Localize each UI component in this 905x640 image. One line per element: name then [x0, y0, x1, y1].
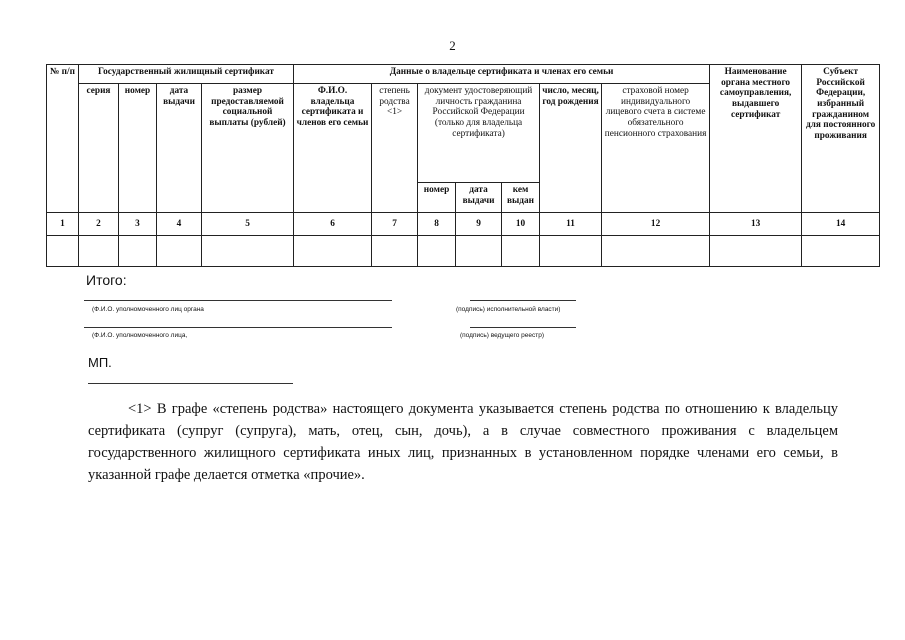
header-series: серия: [79, 84, 119, 213]
signature-line: [470, 327, 576, 328]
table-cell: [602, 236, 710, 267]
table-cell: [502, 236, 540, 267]
header-subject-rf: Субъект Российской Федерации, избранный гражданином для постоянного проживания: [802, 65, 880, 213]
column-number: 2: [79, 213, 119, 236]
column-number: 14: [802, 213, 880, 236]
column-number: 6: [294, 213, 372, 236]
signature-caption-sign: (подпись) исполнительной власти): [456, 306, 561, 313]
header-row-number: № п/п: [47, 65, 79, 213]
signature-line: [84, 300, 392, 301]
table-cell: [47, 236, 79, 267]
column-number: 1: [47, 213, 79, 236]
header-full-name: Ф.И.О. владельца сертификата и членов его семьи: [294, 84, 372, 213]
footnote-paragraph: [88, 398, 838, 486]
table-cell: [79, 236, 119, 267]
header-document-date: дата выдачи: [456, 183, 502, 213]
header-kinship: степень родства <1>: [372, 84, 418, 213]
certificate-register-table: [46, 64, 880, 267]
column-number: 9: [456, 213, 502, 236]
column-number: 4: [157, 213, 202, 236]
header-issuing-organ: Наименование органа местного самоуправления, выдавшего сертификат: [710, 65, 802, 213]
signature-line: [470, 300, 576, 301]
footnote-text: <1> В графе «степень родства» настоящего документа указывается степень родства по отношению к владельцу сертификата (супруг (супруга), мать, отец, сын, дочь), а в случае совместного проживания с владельцем государственного жилищного сертификата иных лиц, признанных в установленном порядке членами его семьи, в указанной графе делается отметка «прочие».: [88, 401, 838, 483]
table-cell: [372, 236, 418, 267]
table-cell: [418, 236, 456, 267]
header-certificate: Государственный жилищный сертификат: [79, 65, 294, 84]
table-cell: [540, 236, 602, 267]
header-owner-data: Данные о владельце сертификата и членах его семьи: [294, 65, 710, 84]
table-cell: [294, 236, 372, 267]
column-number: 10: [502, 213, 540, 236]
table-cell: [710, 236, 802, 267]
stamp-place-label: МП.: [88, 355, 112, 370]
header-identity-document: документ удостоверяющий личность гражданина Российской Федерации (только для владельца сертификата): [418, 84, 540, 183]
table-cell: [202, 236, 294, 267]
column-number: 12: [602, 213, 710, 236]
header-issue-date: дата выдачи: [157, 84, 202, 213]
column-number: 7: [372, 213, 418, 236]
table-cell: [802, 236, 880, 267]
table-cell: [456, 236, 502, 267]
header-document-number: номер: [418, 183, 456, 213]
signature-caption-name: (Ф.И.О. уполномоченного лица,: [92, 332, 188, 339]
header-birth-date: число, месяц, год рождения: [540, 84, 602, 213]
table-cell: [157, 236, 202, 267]
column-number: 13: [710, 213, 802, 236]
table-row-empty: [47, 236, 880, 267]
header-document-issued-by: кем выдан: [502, 183, 540, 213]
column-number: 3: [119, 213, 157, 236]
page-number: 2: [449, 38, 456, 53]
header-number: номер: [119, 84, 157, 213]
header-payment-amount: размер предоставляемой социальной выплаты (рублей): [202, 84, 294, 213]
column-number: 8: [418, 213, 456, 236]
column-number: 11: [540, 213, 602, 236]
signature-caption-name: (Ф.И.О. уполномоченного лиц органа: [92, 306, 204, 313]
table-cell: [119, 236, 157, 267]
stamp-line: [88, 383, 293, 384]
total-label: Итого:: [86, 272, 127, 288]
signature-caption-sign: (подпись) ведущего реестр): [460, 332, 544, 339]
signature-line: [84, 327, 392, 328]
column-number: 5: [202, 213, 294, 236]
header-insurance-number: страховой номер индивидуального лицевого счета в системе обязательного пенсионного страхования: [602, 84, 710, 213]
